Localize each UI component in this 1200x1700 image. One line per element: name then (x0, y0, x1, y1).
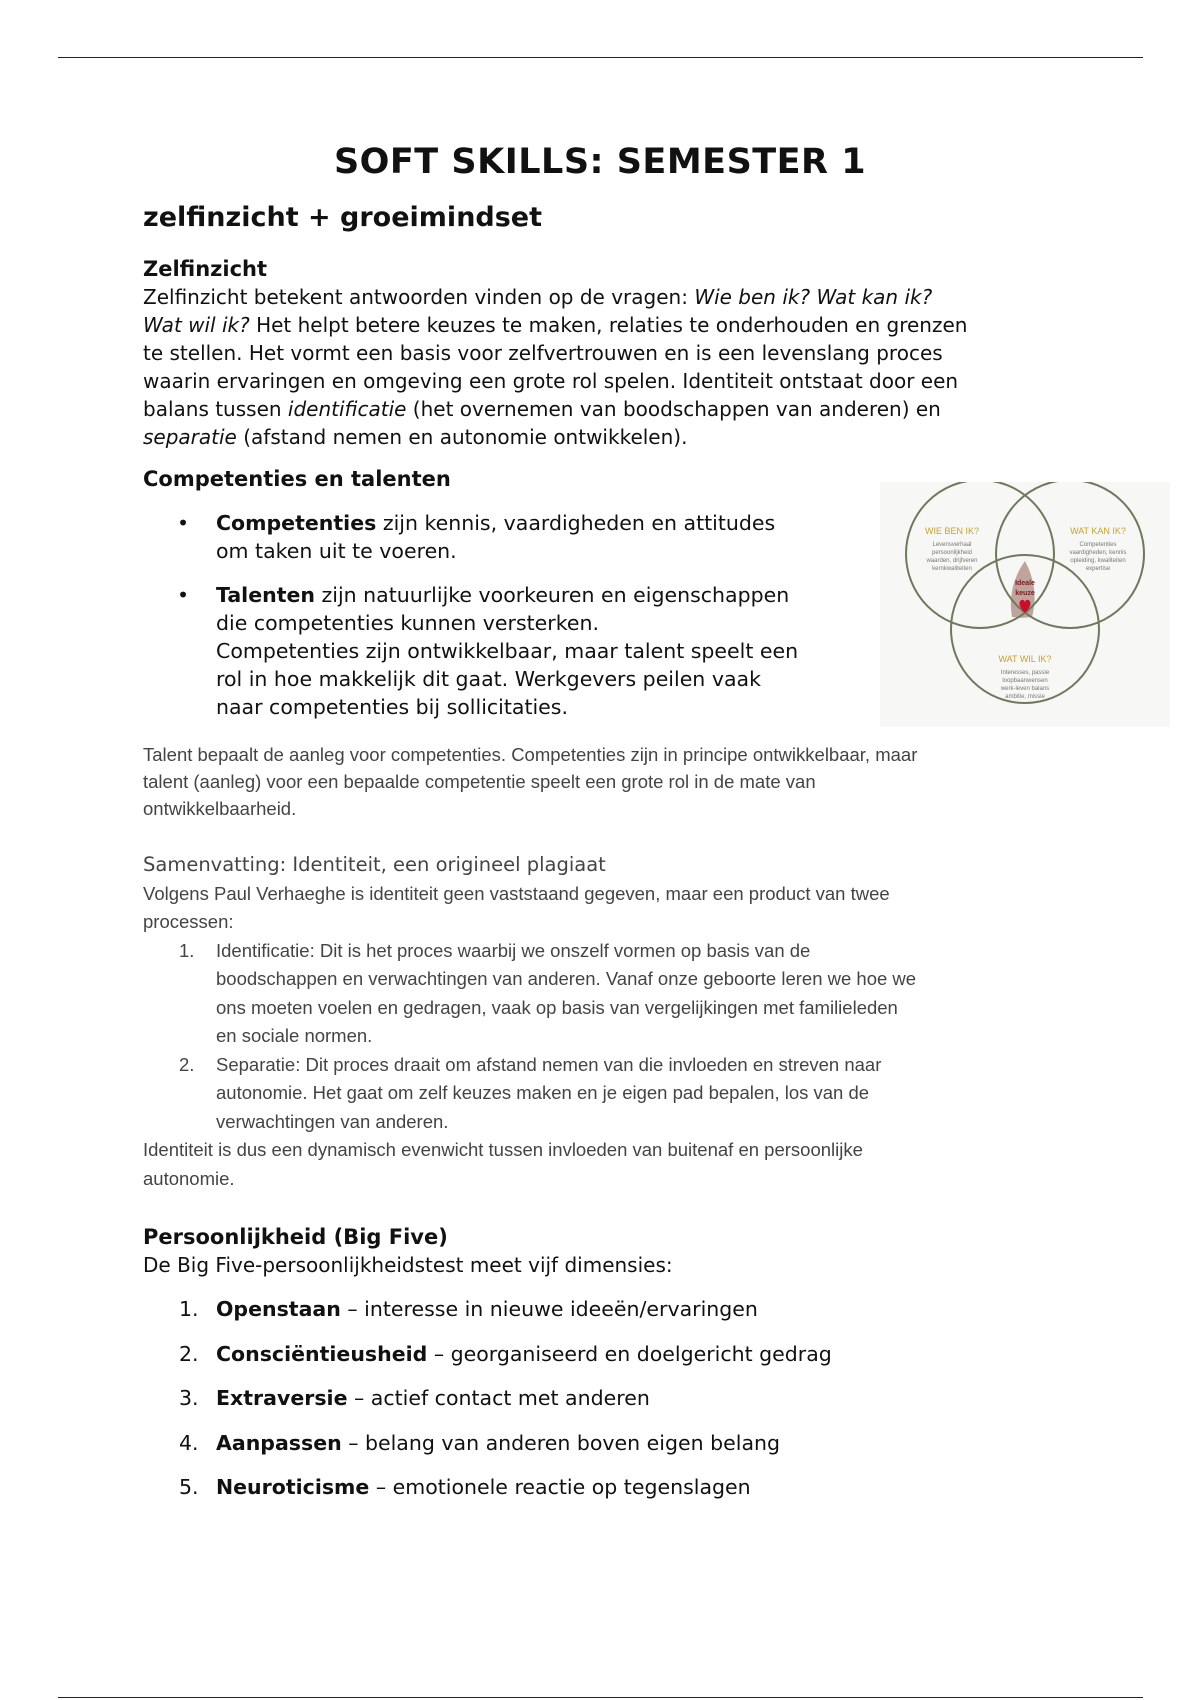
venn-sub: Competenties (1079, 542, 1117, 548)
venn-label-wie: WIE BEN IK? (924, 526, 980, 536)
venn-sub: loopbaanwensen (1002, 678, 1048, 684)
samenvatting-section: Samenvatting: Identiteit, een origineel plagiaat Volgens Paul Verhaeghe is identiteit geen vaststaand gegeven, maar een product van twee processen: 1. Identificatie: Dit is het proces waarbij we onszelf vormen op basis van de boodschappen en verwachtingen van anderen. Vanaf onze geboorte leren we hoe we ons moeten voelen en gedragen, vaak op basis van vergelijkingen met familieleden en sociale normen. 2. Separatie: Dit proces draait om afstand nemen van die invloeden en streven naar autonomie. Het gaat om zelf keuzes maken en je eigen pad bepalen, los van de verwachtingen van anderen. Identiteit is dus een dynamisch evenwicht tussen invloeden van buitenaf en persoonlijke autonomie. (143, 851, 1123, 1193)
venn-center-label: Ideale (1015, 580, 1035, 587)
zelfinzicht-heading: Zelfinzicht (143, 257, 268, 281)
venn-sub: Interesses, passie (1000, 670, 1050, 676)
venn-center-label: keuze (1015, 590, 1035, 597)
competenties-list (143, 509, 883, 721)
bigfive-section (143, 1223, 1083, 1279)
venn-sub: vaardigheden, kennis (1069, 550, 1127, 556)
bigfive-intro: De Big Five-persoonlijkheidstest meet vijf dimensies: (143, 1253, 673, 1277)
talent-note: Talent bepaalt de aanleg voor competenties. Competenties zijn in principe ontwikkelbaar, maar talent (aanleg) voor een bepaalde competentie speelt een grote rol in de mate van ontwikkelbaarheid. (143, 744, 918, 819)
bullet-icon: • (177, 511, 190, 535)
list-item: • Competenties zijn kennis, vaardigheden en attitudes om taken uit te voeren. (177, 511, 776, 563)
top-rule (58, 57, 1143, 58)
venn-sub: kernkwaliteiten (932, 566, 972, 572)
section-heading: zelfinzicht + groeimindset (143, 202, 543, 233)
bottom-rule (58, 1697, 1143, 1698)
venn-sub: persoonlijkheid (931, 550, 973, 556)
venn-diagram (880, 482, 1170, 727)
bigfive-list (143, 1295, 1083, 1501)
list-item: 2. Consciëntieusheid – georganiseerd en doelgericht gedrag (179, 1341, 832, 1366)
venn-sub: expertise (1085, 566, 1111, 572)
list-item: 1. Openstaan – interesse in nieuwe ideeën/ervaringen (179, 1297, 758, 1321)
zelfinzicht-section (143, 255, 1083, 451)
list-item: 5. Neuroticisme – emotionele reactie op tegenslagen (179, 1475, 751, 1499)
venn-label-kan: WAT KAN IK? (1070, 526, 1126, 536)
venn-label-wil: WAT WIL IK? (998, 654, 1052, 664)
list-item: 3. Extraversie – actief contact met anderen (179, 1386, 650, 1410)
venn-sub: Levensverhaal (932, 542, 972, 548)
venn-sub: werk-leven balans (1000, 686, 1050, 692)
list-item: 2. Separatie: Dit proces draait om afstand nemen van die invloeden en streven naar autonomie. Het gaat om zelf keuzes maken en je eigen pad bepalen, los van de verwachtingen van anderen. (179, 1053, 882, 1132)
venn-sub: opleiding, kwaliteiten (1070, 558, 1126, 564)
list-item: • Talenten zijn natuurlijke voorkeuren en eigenschappen die competenties kunnen versterken. Competenties zijn ontwikkelbaar, maar talent speelt een rol in hoe makkelijk dit gaat. Werkgevers peilen vaak naar competenties bij sollicitaties. (177, 583, 799, 719)
venn-sub: waarden, drijfveren (926, 558, 978, 564)
samenvatting-heading: Samenvatting: Identiteit, een origineel plagiaat (143, 853, 606, 876)
bullet-icon: • (177, 583, 190, 607)
list-item: 1. Identificatie: Dit is het proces waarbij we onszelf vormen op basis van de boodschappen en verwachtingen van anderen. Vanaf onze geboorte leren we hoe we ons moeten voelen en gedragen, vaak op basis van vergelijkingen met familieleden en sociale normen. (179, 939, 917, 1046)
list-item: 4. Aanpassen – belang van anderen boven eigen belang (179, 1430, 781, 1455)
samenvatting-list (143, 937, 1123, 1137)
venn-sub: ambitie, missie (1005, 694, 1045, 700)
zelfinzicht-paragraph: Zelfinzicht betekent antwoorden vinden op de vragen: Wie ben ik? Wat kan ik? Wat wil ik? Het helpt betere keuzes te maken, relaties te onderhouden en grenzen te stellen. Het vormt een basis voor zelfvertrouwen en is een levenslang proces waarin ervaringen en omgeving een grote rol spelen. Identiteit ontstaat door een balans tussen identificatie (het overnemen van boodschappen van anderen) en separatie (afstand nemen en autonomie ontwikkelen). (143, 285, 968, 449)
bigfive-heading: Persoonlijkheid (Big Five) (143, 1225, 448, 1249)
page-title: SOFT SKILLS: SEMESTER 1 (333, 142, 867, 182)
competenties-heading: Competenties en talenten (143, 467, 451, 491)
